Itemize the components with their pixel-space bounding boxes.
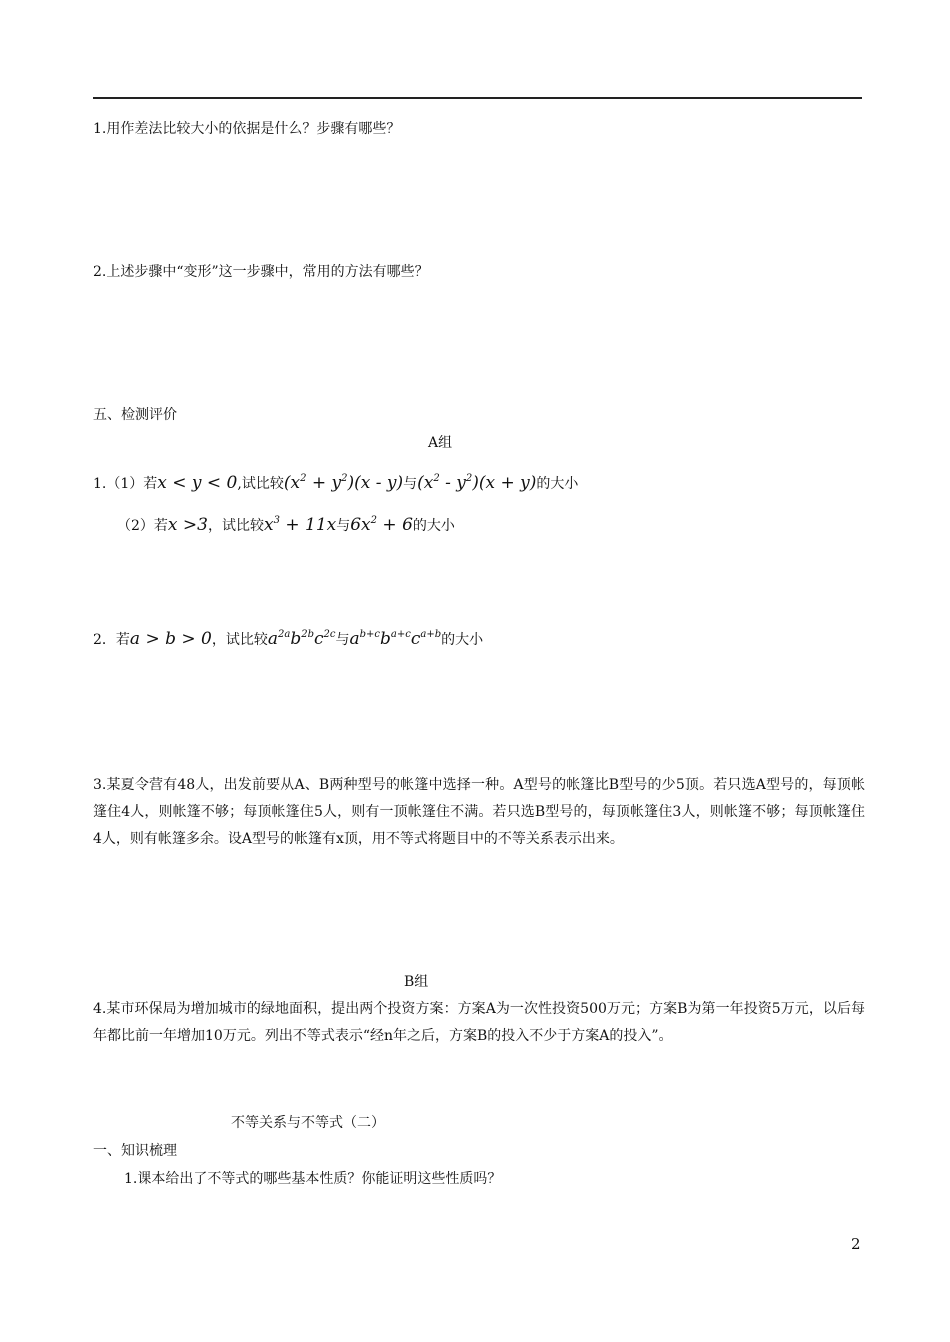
page-number: 2 [851,1235,861,1253]
problem-1-part-2 [117,515,455,535]
knowledge-question-1: 1.课本给出了不等式的哪些基本性质？你能证明这些性质吗？ [124,1171,502,1187]
question-intro-1: 1.用作差法比较大小的依据是什么？步骤有哪些？ [93,121,401,137]
header-rule [93,97,862,99]
problem-1-part-1 [93,473,578,493]
subtitle: 不等关系与不等式（二） [231,1115,385,1131]
question-intro-2: 2.上述步骤中“变形”这一步骤中，常用的方法有哪些？ [93,264,429,280]
section-heading-knowledge: 一、知识梳理 [93,1143,177,1159]
problem-4: 4.某市环保局为增加城市的绿地面积，提出两个投资方案：方案A为一次性投资500万元；方案B为第一年投资5万元，以后每年都比前一年增加10万元。列出不等式表示“经n年之后，方案B的投入不少于方案A的投入”。 [93,1001,865,1044]
p1-expression-1: $(x^2 + y^2)(x - y)$ [283,473,404,493]
p2-expression-1: $x^3 + 11x$ [263,515,337,535]
problem-3: 3.某夏令营有48人，出发前要从A、B两种型号的帐篷中选择一种。A型号的帐篷比B型号的少5顶。若只选A型号的，每顶帐篷住4人，则帐篷不够；每顶帐篷住5人，则有一顶帐篷住不满。若只选B型号的，每顶帐篷住3人，则帐篷不够；每顶帐篷住4人，则有帐篷多余。设A型号的帐篷有x顶，用不等式将题目中的不等关系表示出来。 [93,777,865,847]
p2-condition: x >3 [167,515,208,535]
p1-suffix: 的大小 [536,476,579,492]
p1-condition: x < y < 0 [157,473,238,493]
q2-condition: a > b > 0 [129,629,212,649]
section-heading-evaluation: 五、检测评价 [93,407,177,423]
p1-prefix: 1.（1）若 [93,476,158,492]
problem-2 [93,629,483,649]
p2-mid: ，试比较 [207,518,264,534]
p1-mid: ,试比较 [237,476,284,492]
p2-with: 与 [336,518,351,534]
q2-expression-2: $a^{b+c}b^{a+c}c^{a+b}$ [349,629,442,649]
group-b-heading: B组 [404,974,429,990]
p2-suffix: 的大小 [412,518,455,534]
p2-prefix: （2）若 [117,518,168,534]
q2-mid: ，试比较 [211,632,268,648]
p1-expression-2: $(x^2 - y^2)(x + y)$ [417,473,537,493]
p2-expression-2: $6x^2 + 6$ [350,515,413,535]
q2-prefix: 2．若 [93,632,130,648]
q2-suffix: 的大小 [441,632,484,648]
p1-with: 与 [403,476,418,492]
q2-with: 与 [335,632,350,648]
group-a-heading: A组 [428,435,453,451]
q2-expression-1: $a^{2a}b^{2b}c^{2c}$ [267,629,336,649]
